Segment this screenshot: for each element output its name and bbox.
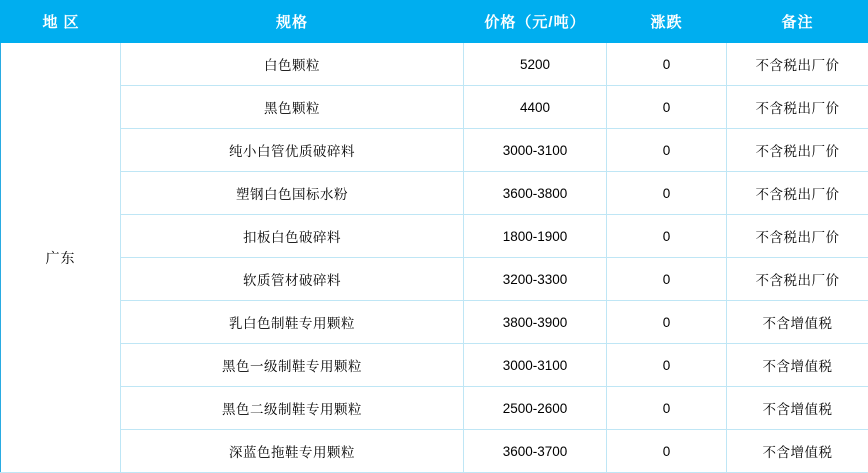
- note-cell: 不含增值税: [727, 344, 868, 387]
- note-cell: 不含增值税: [727, 387, 868, 430]
- note-cell: 不含增值税: [727, 430, 868, 473]
- table-header: [1, 1, 868, 43]
- column-header-change: 涨跌: [607, 1, 727, 43]
- spec-cell: 黑色一级制鞋专用颗粒: [121, 344, 464, 387]
- note-cell: 不含税出厂价: [727, 129, 868, 172]
- note-cell: 不含税出厂价: [727, 172, 868, 215]
- change-cell: 0: [607, 43, 727, 86]
- spec-cell: 黑色二级制鞋专用颗粒: [121, 387, 464, 430]
- table-row: [1, 172, 868, 215]
- table-row: [1, 387, 868, 430]
- table-row: [1, 258, 868, 301]
- spec-cell: 黑色颗粒: [121, 86, 464, 129]
- column-header-note: 备注: [727, 1, 868, 43]
- table-body: [1, 43, 868, 473]
- note-cell: 不含税出厂价: [727, 215, 868, 258]
- column-header-price: 价格（元/吨）: [464, 1, 607, 43]
- column-header-region: 地区: [1, 1, 121, 43]
- table-row: [1, 86, 868, 129]
- table-header-row: [1, 1, 868, 43]
- spec-cell: 白色颗粒: [121, 43, 464, 86]
- price-cell: 3600-3700: [464, 430, 607, 473]
- table-row: [1, 344, 868, 387]
- table-row: [1, 430, 868, 473]
- table-row: [1, 301, 868, 344]
- table-row: [1, 129, 868, 172]
- price-cell: 3600-3800: [464, 172, 607, 215]
- price-cell: 3800-3900: [464, 301, 607, 344]
- spec-cell: 纯小白管优质破碎料: [121, 129, 464, 172]
- spec-cell: 深蓝色拖鞋专用颗粒: [121, 430, 464, 473]
- note-cell: 不含增值税: [727, 301, 868, 344]
- change-cell: 0: [607, 430, 727, 473]
- spec-cell: 塑钢白色国标水粉: [121, 172, 464, 215]
- note-cell: 不含税出厂价: [727, 258, 868, 301]
- change-cell: 0: [607, 215, 727, 258]
- note-cell: 不含税出厂价: [727, 86, 868, 129]
- price-cell: 3000-3100: [464, 344, 607, 387]
- change-cell: 0: [607, 258, 727, 301]
- spec-cell: 软质管材破碎料: [121, 258, 464, 301]
- change-cell: 0: [607, 129, 727, 172]
- table-row: [1, 215, 868, 258]
- price-cell: 3000-3100: [464, 129, 607, 172]
- change-cell: 0: [607, 301, 727, 344]
- price-cell: 2500-2600: [464, 387, 607, 430]
- note-cell: 不含税出厂价: [727, 43, 868, 86]
- price-cell: 1800-1900: [464, 215, 607, 258]
- region-cell-guangdong: 广东: [1, 43, 121, 473]
- price-cell: 4400: [464, 86, 607, 129]
- column-header-spec: 规格: [121, 1, 464, 43]
- change-cell: 0: [607, 86, 727, 129]
- change-cell: 0: [607, 387, 727, 430]
- change-cell: 0: [607, 344, 727, 387]
- price-cell: 3200-3300: [464, 258, 607, 301]
- table-row: [1, 43, 868, 86]
- price-cell: 5200: [464, 43, 607, 86]
- spec-cell: 扣板白色破碎料: [121, 215, 464, 258]
- spec-cell: 乳白色制鞋专用颗粒: [121, 301, 464, 344]
- change-cell: 0: [607, 172, 727, 215]
